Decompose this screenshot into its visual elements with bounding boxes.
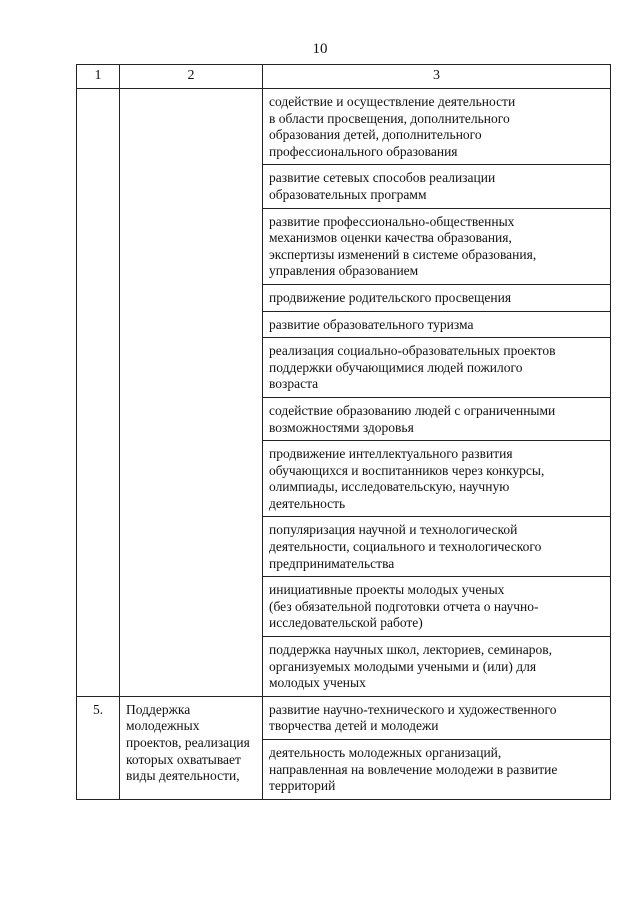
project-name-line: молодежных	[126, 718, 200, 734]
activity-text-line: молодых ученых	[269, 675, 366, 691]
activity-text-line: направленная на вовлечение молодежи в развитие	[269, 761, 558, 777]
document-table	[76, 64, 611, 800]
activity-text-line: олимпиады, исследовательскую, научную	[269, 479, 510, 495]
table-row	[77, 696, 611, 739]
table-header-row	[77, 65, 611, 89]
activity-text-line: механизмов оценки качества образования,	[269, 230, 512, 246]
activity-text-line: деятельности, социального и технологического	[269, 539, 542, 555]
activity-cell	[263, 441, 611, 517]
activity-text-line: обучающихся и воспитанников через конкурсы,	[269, 462, 545, 478]
row-number-cell: 5.	[77, 696, 120, 799]
activity-text-line: популяризация научной и технологической	[269, 522, 518, 538]
activity-text-line: поддержка научных школ, лекториев, семинаров,	[269, 642, 552, 658]
activity-text-line: предпринимательства	[269, 555, 395, 571]
activity-text-line: продвижение интеллектуального развития	[269, 446, 513, 462]
activity-text-line: реализация социально-образовательных проектов	[269, 343, 556, 359]
activity-text-line: возможностями здоровья	[269, 419, 414, 435]
activity-text-line: управления образованием	[269, 263, 419, 279]
activity-text-line: исследовательской работе)	[269, 615, 423, 631]
activity-cell	[263, 637, 611, 697]
activity-cell	[263, 397, 611, 440]
activity-text-line: творчества детей и молодежи	[269, 718, 439, 734]
activity-cell	[263, 311, 611, 338]
project-name-line: виды деятельности,	[126, 768, 240, 784]
activity-text-line: организуемых молодыми учеными и (или) для	[269, 658, 537, 674]
activity-text-line: развитие профессионально-общественных	[269, 213, 515, 229]
activity-text-line: содействие образованию людей с ограниченными	[269, 402, 556, 418]
table-row	[77, 89, 611, 165]
activity-text-line: продвижение родительского просвещения	[269, 289, 512, 305]
activity-text-line: деятельность	[269, 495, 346, 511]
activity-cell	[263, 338, 611, 398]
activity-cell	[263, 89, 611, 165]
row-number-cell	[77, 89, 120, 697]
activity-text-line: образовательных программ	[269, 186, 427, 202]
activity-text-line: содействие и осуществление деятельности	[269, 94, 516, 109]
activity-cell	[263, 208, 611, 284]
activity-cell	[263, 517, 611, 577]
activity-text-line: (без обязательной подготовки отчета о научно-	[269, 598, 539, 614]
activity-text-line: образования детей, дополнительного	[269, 127, 482, 143]
activity-text-line: профессионального образования	[269, 143, 458, 159]
activity-text-line: деятельность молодежных организаций,	[269, 745, 502, 760]
column-header-1: 1	[77, 65, 120, 89]
activity-cell	[263, 577, 611, 637]
project-name-line: которых охватывает	[126, 751, 241, 767]
activity-text-line: территорий	[269, 778, 336, 794]
activity-text-line: в области просвещения, дополнительного	[269, 110, 510, 126]
project-name-cell	[120, 89, 263, 697]
page-number: 10	[312, 41, 328, 57]
activity-cell	[263, 284, 611, 311]
activity-cell	[263, 165, 611, 208]
activity-text-line: экспертизы изменений в системе образования,	[269, 246, 537, 262]
activity-cell	[263, 740, 611, 800]
activity-cell	[263, 696, 611, 739]
activity-text-line: развитие сетевых способов реализации	[269, 170, 496, 186]
activity-text-line: поддержки обучающимися людей пожилого	[269, 359, 523, 375]
activity-text-line: возраста	[269, 376, 319, 392]
project-name-cell	[120, 696, 263, 799]
project-name-line: Поддержка	[126, 701, 191, 717]
activity-text-line: развитие образовательного туризма	[269, 316, 474, 332]
activity-text-line: инициативные проекты молодых ученых	[269, 582, 505, 598]
column-header-2: 2	[120, 65, 263, 89]
activity-text-line: развитие научно-технического и художественного	[269, 701, 557, 717]
column-header-3: 3	[263, 65, 611, 89]
project-name-line: проектов, реализация	[126, 735, 250, 750]
